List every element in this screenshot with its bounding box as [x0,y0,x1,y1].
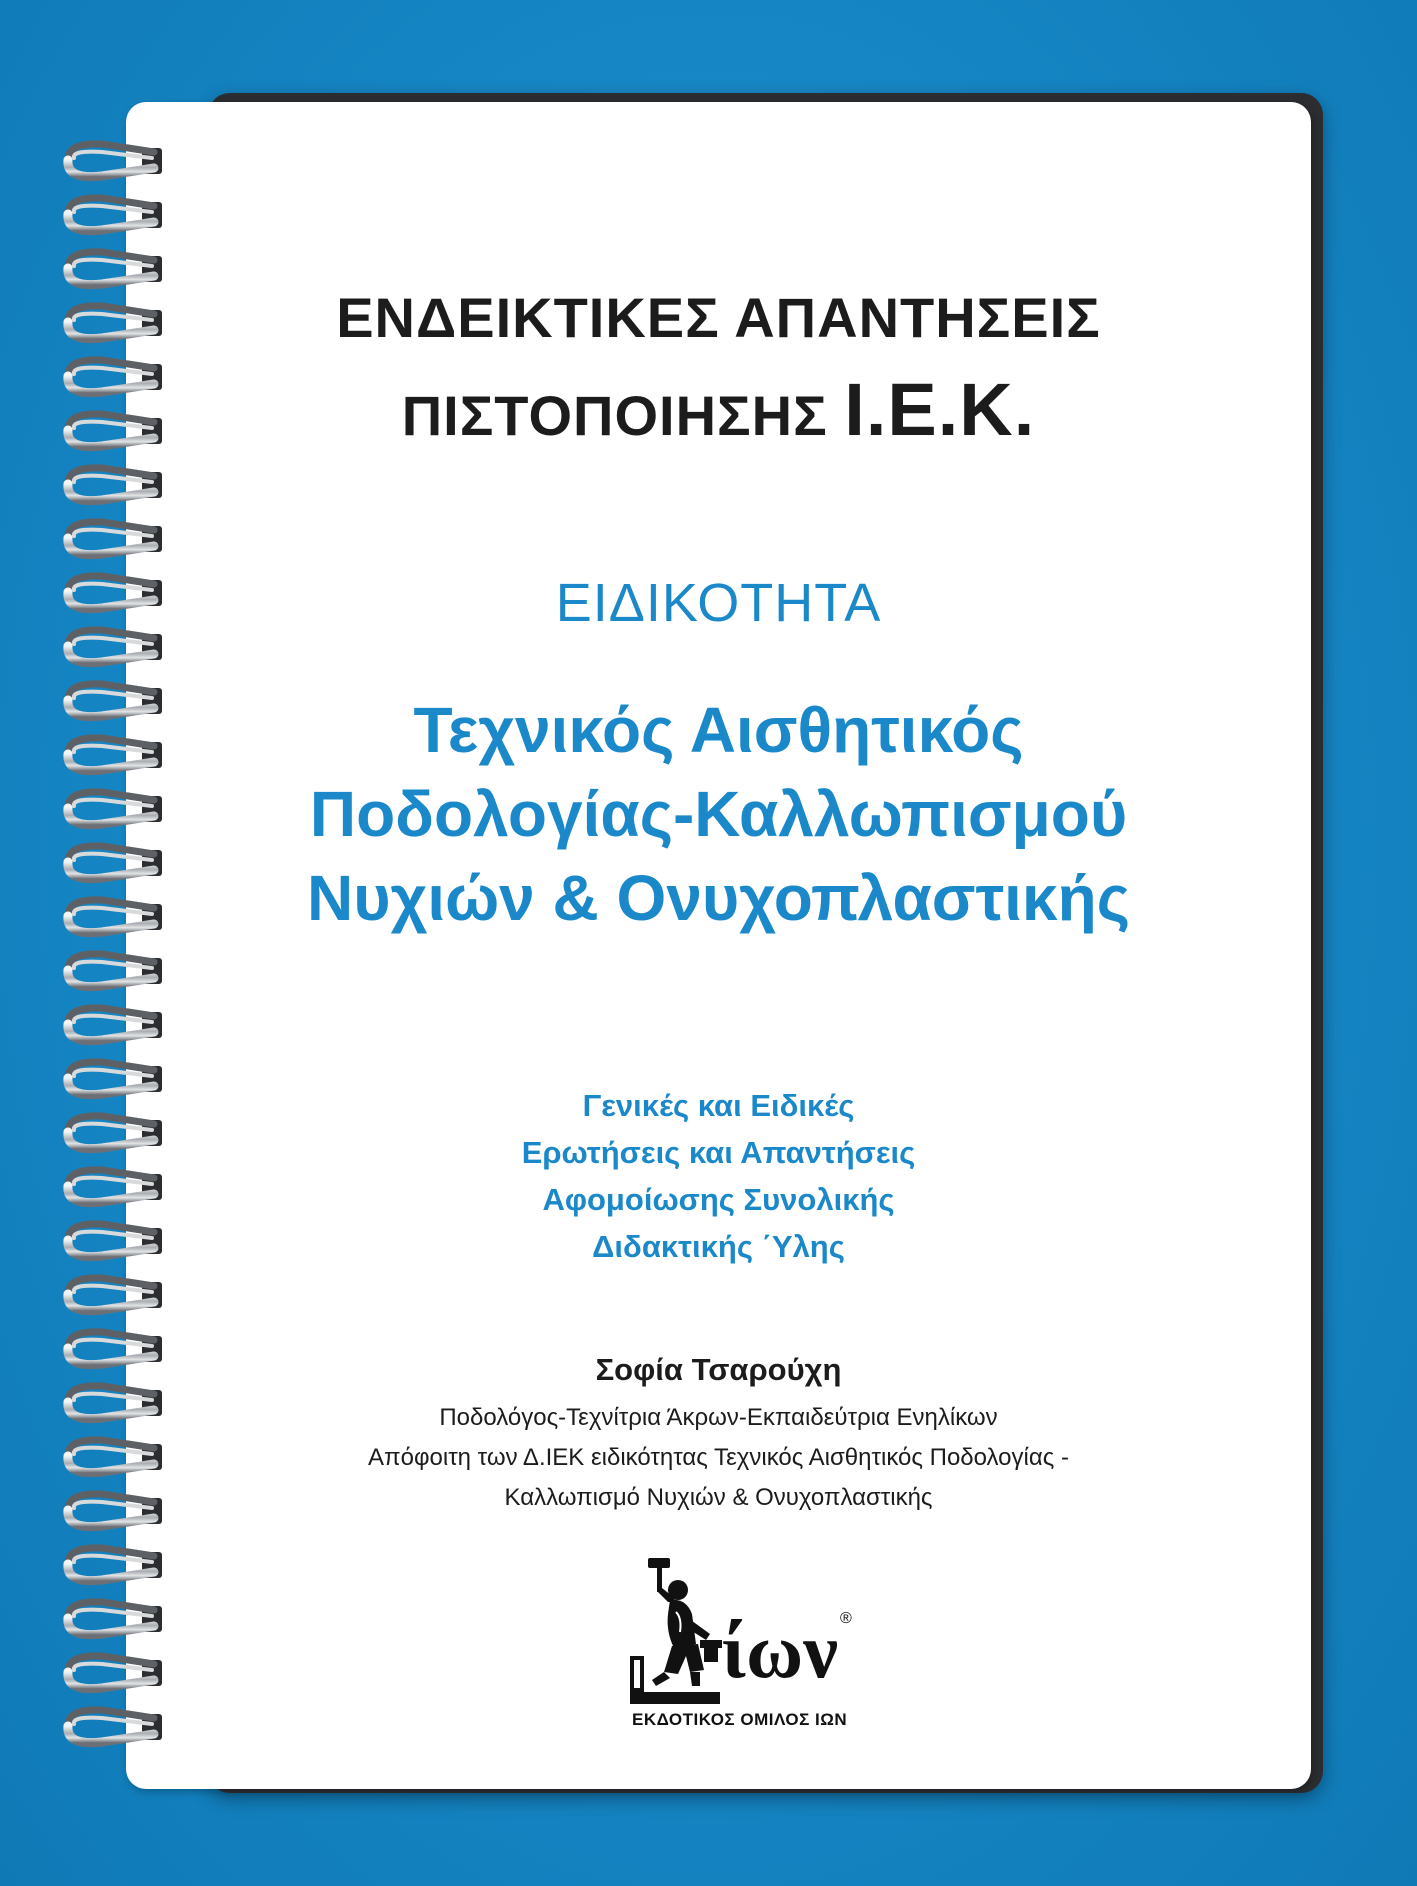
binding-ring [68,198,162,231]
blacksmith-with-hammer-icon [626,1552,726,1712]
specialty-title-line: Νυχιών & Ονυχοπλαστικής [307,862,1130,934]
specialty-title-line: Ποδολογίας-Καλλωπισμού [309,778,1128,850]
main-title-line1: ΕΝΔΕΙΚΤΙΚΕΣ ΑΠΑΝΤΗΣΕΙΣ [336,286,1101,349]
specialty-label: ΕΙΔΙΚΟΤΗΤΑ [555,573,882,633]
subtitle-line: Διδακτικής ΄Υλης [592,1229,845,1264]
subtitle-line: Ερωτήσεις και Απαντήσεις [521,1135,916,1170]
binding-ring [68,1602,162,1635]
author-credential-line: Απόφοιτη των Δ.ΙΕΚ ειδικότητας Τεχνικός Αισθητικός Ποδολογίας - [368,1444,1069,1471]
author-credential-line: Ποδολόγος-Τεχνίτρια Άκρων-Εκπαιδεύτρια Ενηλίκων [439,1404,998,1431]
main-title [126,272,1311,462]
publisher-wordmark: ίων [722,1607,839,1694]
subtitle-line: Αφομοίωσης Συνολικής [542,1182,895,1217]
binding-ring [68,954,162,987]
binding-ring [68,468,162,501]
binding-ring [68,1710,162,1743]
registered-mark: ® [840,1610,852,1627]
main-title-line2-prefix: ΠΙΣΤΟΠΟΙΗΣΗΣ [401,384,845,447]
subtitle [126,1082,1311,1270]
binding-ring [68,630,162,663]
specialty-title [126,688,1311,940]
main-title-acronym: Ι.Ε.Κ. [844,368,1036,451]
binding-ring [68,522,162,555]
main-title-line2 [126,364,1311,462]
binding-ring [68,1278,162,1311]
subtitle-line: Γενικές και Ειδικές [582,1088,855,1123]
author-name: Σοφία Τσαρούχη [595,1352,842,1387]
author-credentials [126,1398,1311,1518]
specialty-title-line: Τεχνικός Αισθητικός [413,694,1024,766]
binding-ring [68,1548,162,1581]
publisher-logo [626,1552,856,1742]
binding-ring [68,1008,162,1041]
publisher-caption: ΕΚΔΟΤΙΚΟΣ ΟΜΙΛΟΣ ΙΩΝ [632,1710,848,1729]
binding-ring [68,1656,162,1689]
binding-ring [68,144,162,177]
author-credential-line: Καλλωπισμό Νυχιών & Ονυχοπλαστικής [504,1484,933,1511]
